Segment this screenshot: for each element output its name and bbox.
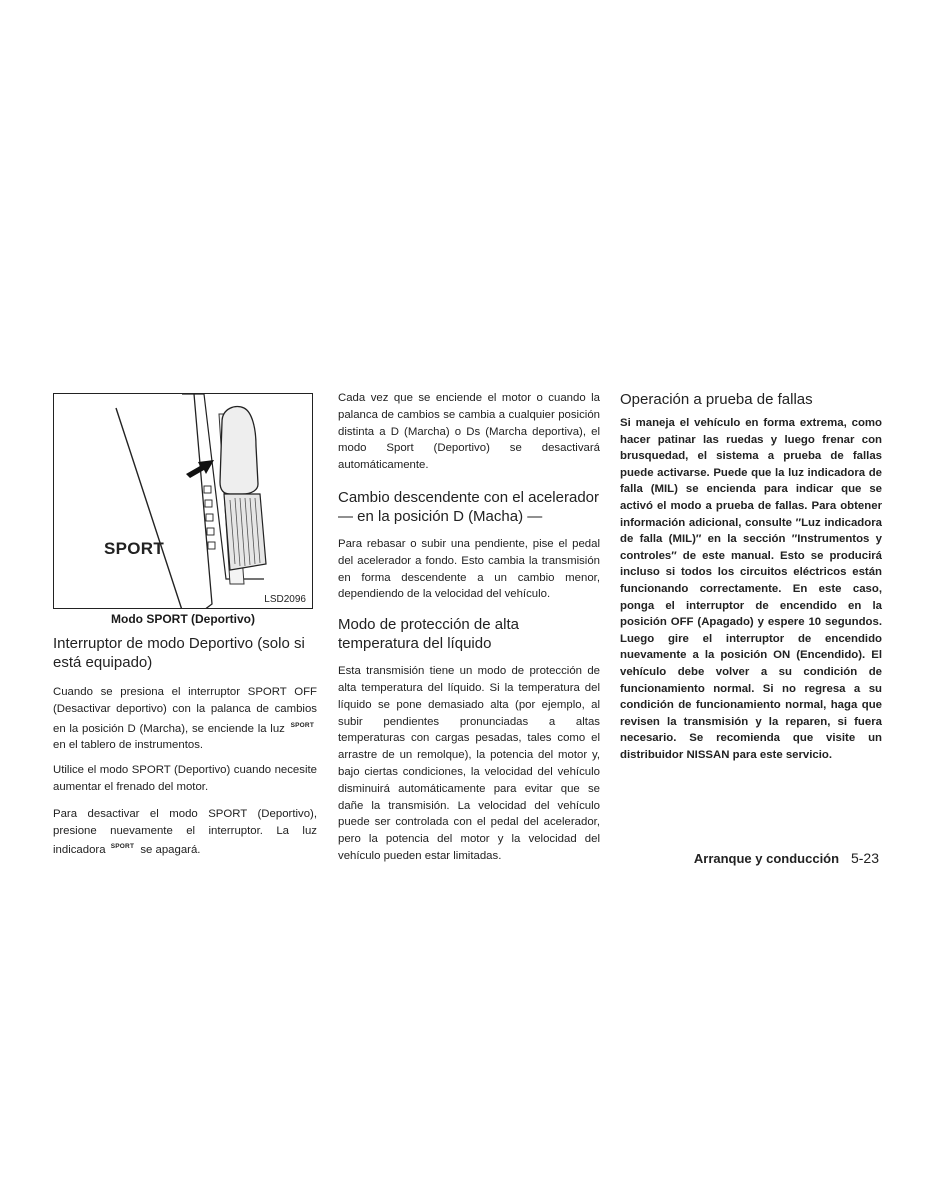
sport-indicator-icon: SPORT bbox=[290, 721, 314, 729]
page-footer bbox=[694, 850, 879, 866]
paragraph: Cada vez que se enciende el motor o cuando la palanca de cambios se cambia a cualquier posición distinta a D (Marcha) o Ds (Marcha deportiva), el modo Sport (Deportivo) se desactivará automáticamente. bbox=[338, 392, 600, 472]
page-number: 5-23 bbox=[850, 850, 879, 866]
sport-indicator-icon: SPORT bbox=[110, 843, 135, 851]
figure-code: LSD2096 bbox=[264, 594, 306, 605]
left-column bbox=[53, 390, 317, 867]
sport-label: SPORT bbox=[104, 539, 165, 558]
gear-shifter-illustration bbox=[54, 394, 313, 609]
sport-mode-heading: Interruptor de modo Deportivo (solo si está equipado) bbox=[53, 635, 305, 671]
text-run: se apagará. bbox=[140, 844, 201, 857]
paragraph: Si maneja el vehículo en forma extrema, como hacer patinar las ruedas y luego frenar con brusquedad, el sistema a prueba de fallas puede activarse. Puede que la luz indicadora de falla (MIL) se encienda para indicar que se activó el modo a prueba de fallas. Para obtener información adicional, consulte ″Luz indicadora de falla (MIL)″ en la sección ″Instrumentos y controles″ de este manual. Esto se producirá incluso si todos los circuitos eléctricos están funcionando correctamente. En este caso, ponga el interruptor de encendido en la posición OFF (Apagado) y espere 10 segundos. Luego gire el interruptor de encendido nuevamente a la posición ON (Encendido). El vehículo debe volver a su condición de funcionamiento normal. Si no regresa a su condición de funcionamiento normal, haga que revisen la transmisión y la reparen, si fuera necesario. Se recomienda que visite un distribuidor NISSAN para este servicio. bbox=[620, 417, 882, 761]
paragraph bbox=[53, 806, 317, 859]
text-run: Cuando se presiona el interruptor SPORT OFF (Desactivar deportivo) con la palanca de cambios en la posición D (Marcha), se enciende la luz bbox=[53, 686, 317, 735]
paragraph: Para rebasar o subir una pendiente, pise el pedal del acelerador a fondo. Esto cambia la transmisión en forma descendente a un cambio menor, dependiendo de la velocidad del vehículo. bbox=[338, 537, 600, 601]
paragraph: Utilice el modo SPORT (Deportivo) cuando necesite aumentar el frenado del motor. bbox=[53, 764, 317, 793]
text-run: en el tablero de instrumentos. bbox=[53, 739, 204, 752]
paragraph: Esta transmisión tiene un modo de protección de alta temperatura del líquido. Si la temperatura del líquido se pone demasiado alta (por ejemplo, al subir pendientes pronunciadas a altas temperaturas con cargas pesadas, tales como el arrastre de un remolque), la potencia del motor y, bajo ciertas condiciones, la velocidad del vehículo disminuirá automáticamente para evitar que se dañe la transmisión. La velocidad del vehículo puede ser controlada con el pedal del acelerador, pero la potencia del motor y la velocidad del vehículo pueden estar limitadas. bbox=[338, 665, 600, 862]
paragraph bbox=[53, 684, 317, 754]
middle-column bbox=[338, 390, 600, 873]
fail-safe-heading: Operación a prueba de fallas bbox=[620, 391, 813, 408]
fluid-temperature-heading: Modo de protección de alta temperatura del líquido bbox=[338, 616, 519, 653]
section-title: Arranque y conducción bbox=[693, 851, 840, 866]
sport-switch-figure bbox=[53, 393, 313, 609]
downshift-heading bbox=[338, 488, 600, 526]
figure-caption: Modo SPORT (Deportivo) bbox=[111, 612, 255, 626]
text-run: Para desactivar el modo SPORT (Deportivo), presione nuevamente el interruptor. La luz indicadora bbox=[53, 807, 317, 857]
right-column bbox=[620, 390, 882, 771]
heading-line: — en la posición D (Macha) — bbox=[338, 507, 543, 525]
heading-line: Cambio descendente con el acelerador bbox=[338, 488, 599, 506]
